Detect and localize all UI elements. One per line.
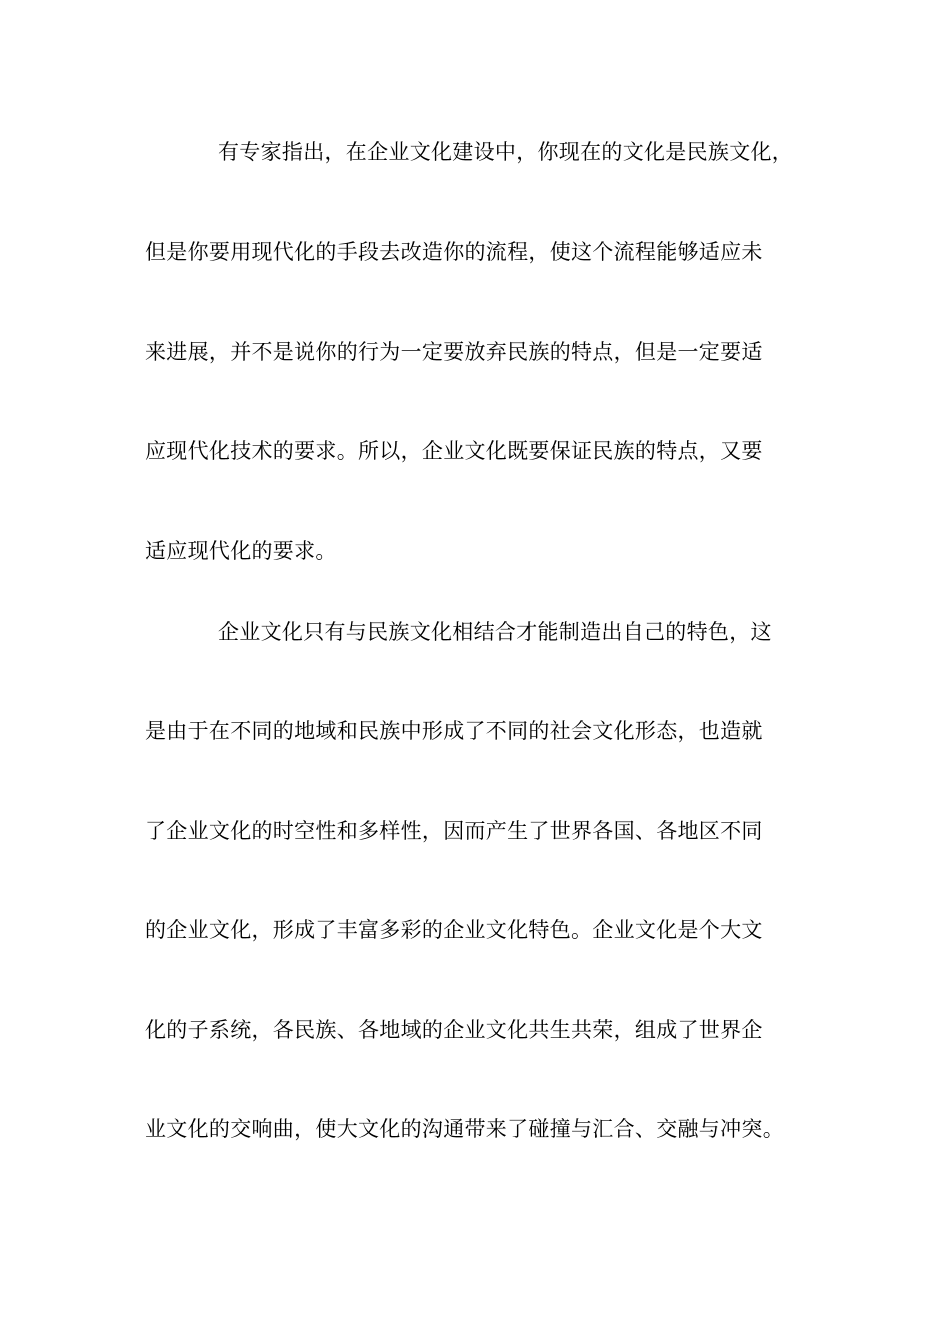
paragraph-line: 适应现代化的要求。: [145, 539, 337, 563]
paragraph-line: 业文化的交响曲，使大文化的沟通带来了碰撞与汇合、交融与冲突。: [145, 1117, 784, 1141]
paragraph-line: 企业文化只有与民族文化相结合才能制造出自己的特色，这: [218, 620, 772, 644]
paragraph-line: 来进展，并不是说你的行为一定要放弃民族的特点，但是一定要适: [145, 340, 763, 364]
paragraph-line: 是由于在不同的地域和民族中形成了不同的社会文化形态，也造就: [145, 719, 763, 743]
paragraph-line: 应现代化技术的要求。所以，企业文化既要保证民族的特点，又要: [145, 439, 763, 463]
paragraph-line: 的企业文化，形成了丰富多彩的企业文化特色。企业文化是个大文: [145, 918, 763, 942]
paragraph-line: 有专家指出，在企业文化建设中，你现在的文化是民族文化，: [218, 140, 794, 164]
paragraph-line: 化的子系统，各民族、各地域的企业文化共生共荣，组成了世界企: [145, 1018, 763, 1042]
paragraph-line: 了企业文化的时空性和多样性，因而产生了世界各国、各地区不同: [145, 819, 763, 843]
paragraph-line: 但是你要用现代化的手段去改造你的流程，使这个流程能够适应未: [145, 240, 763, 264]
